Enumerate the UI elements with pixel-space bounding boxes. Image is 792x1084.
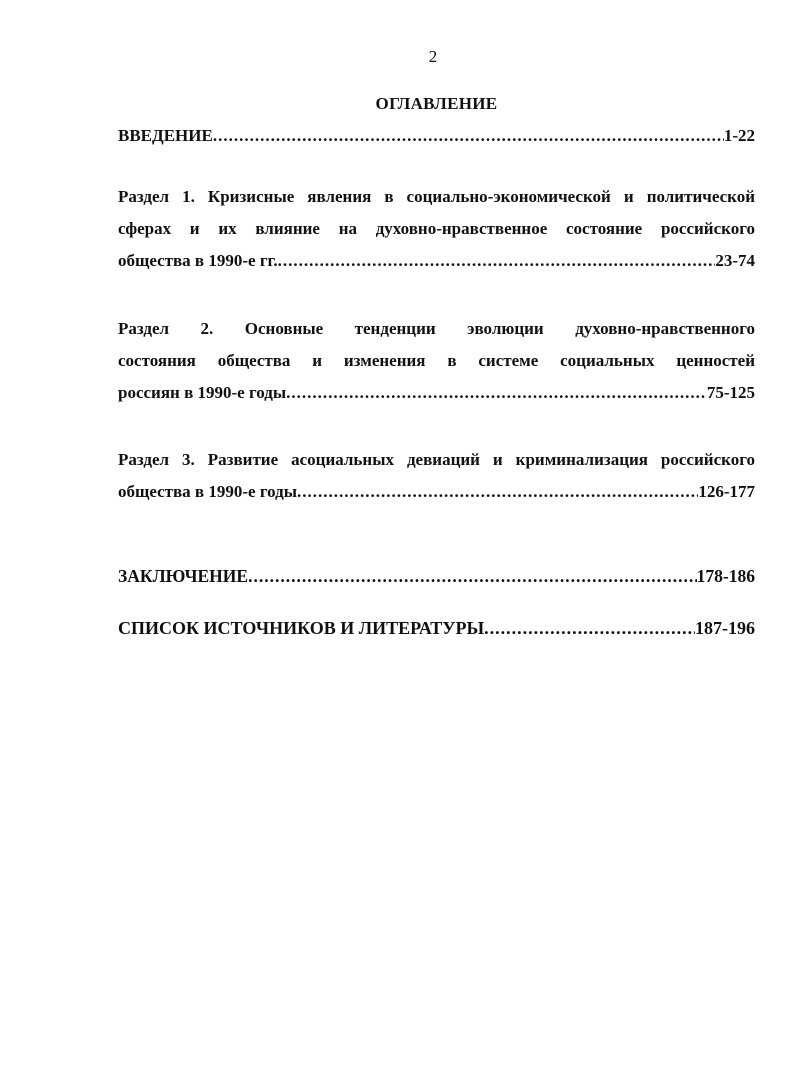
toc-page-range: 126-177 [698,482,755,501]
toc-entry-label: СПИСОК ИСТОЧНИКОВ И ЛИТЕРАТУРЫ [118,618,485,638]
toc-line [118,377,755,409]
toc-line [118,476,755,508]
dot-leader [248,560,697,592]
toc-entry-literature[interactable] [118,612,755,644]
dot-leader [297,476,698,508]
toc-entry-text-line: Раздел 1. Кризисные явления в социально-экономической и политической [118,187,755,206]
toc-entry-label: общества в 1990-е гг. [118,251,278,270]
toc-entry-label: россиян в 1990-е годы [118,383,287,402]
toc-page-range: 23-74 [715,251,755,270]
toc-entry-section-1[interactable] [118,181,755,277]
toc-entry-section-2[interactable] [118,313,755,409]
toc-line [118,560,755,592]
toc-page-range: 178-186 [696,566,755,586]
toc-line [118,245,755,277]
toc-page-range: 1-22 [723,126,755,145]
page-number: 2 [428,47,438,66]
toc-entry-conclusion[interactable] [118,560,755,592]
toc-entry-text-line: Раздел 3. Развитие асоциальных девиаций и криминализация российского [118,450,755,469]
toc-page-range: 75-125 [706,383,755,402]
toc-entry-text-line: сферах и их влияние на духовно-нравственное состояние российского [118,219,755,238]
toc-entry-label: ЗАКЛЮЧЕНИЕ [118,566,249,586]
dot-leader [278,245,716,277]
toc-entry-text-line: состояния общества и изменения в системе социальных ценностей [118,351,755,370]
dot-leader [213,120,724,152]
dot-leader [286,377,707,409]
toc-line [118,120,755,152]
toc-entry-text-line: Раздел 2. Основные тенденции эволюции духовно-нравственного [118,319,755,338]
toc-page-range: 187-196 [695,618,755,638]
toc-entry-introduction[interactable] [118,120,755,152]
dot-leader [484,612,695,644]
toc-entry-section-3[interactable] [118,444,755,508]
toc-title: ОГЛАВЛЕНИЕ [375,94,498,113]
toc-entry-label: общества в 1990-е годы [118,482,297,501]
toc-entry-label: ВВЕДЕНИЕ [118,126,213,145]
toc-line [118,612,755,644]
